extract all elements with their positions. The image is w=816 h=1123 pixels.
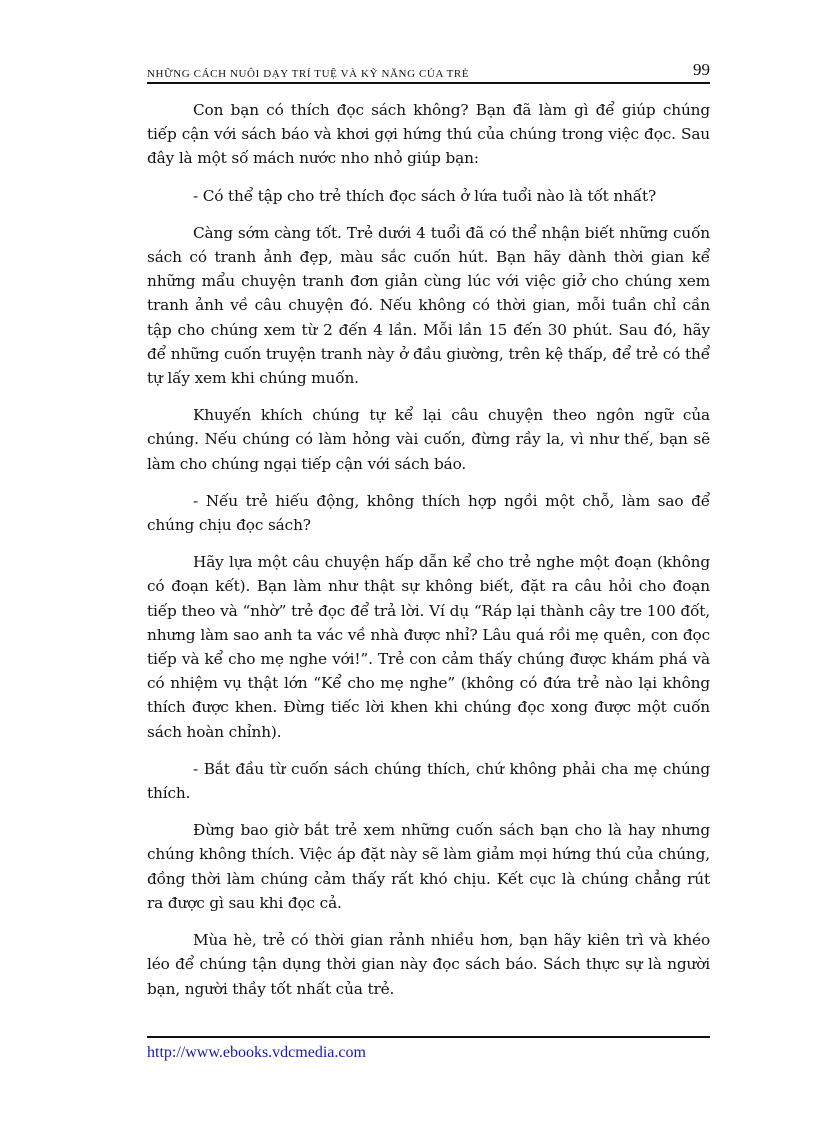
running-title: NHỮNG CÁCH NUÔI DẠY TRÍ TUỆ VÀ KỸ NĂNG CỦA TRẺ [147, 68, 470, 80]
paragraph-answer-active: Hãy lựa một câu chuyện hấp dẫn kể cho trẻ nghe một đoạn (không có đoạn kết). Bạn làm như thật sự không biết, đặt ra câu hỏi cho đoạn tiếp theo và “nhờ” trẻ đọc để trả lời. Ví dụ “Ráp lại thành cây tre 100 đốt, nhưng làm sao anh ta vác về nhà được nhỉ? Lâu quá rồi mẹ quên, con đọc tiếp và kể cho mẹ nghe với!”. Trẻ con cảm thấy chúng được khám phá và có nhiệm vụ thật lớn “Kể cho mẹ nghe” (không có đứa trẻ nào lại không thích được khen. Đừng tiếc lời khen khi chúng đọc xong được một cuốn sách hoàn chỉnh). [147, 553, 710, 741]
page-footer [147, 1036, 710, 1062]
page-body [147, 98, 710, 1014]
paragraph-no-forcing: Đừng bao giờ bắt trẻ xem những cuốn sách bạn cho là hay nhưng chúng không thích. Việc áp đặt này sẽ làm giảm mọi hứng thú của chúng, đồng thời làm chúng cảm thấy rất khó chịu. Kết cục là chúng chẳng rút ra được gì sau khi đọc cả. [147, 821, 710, 912]
paragraph-summer: Mùa hè, trẻ có thời gian rảnh nhiều hơn, bạn hãy kiên trì và khéo léo để chúng tận dụng thời gian này đọc sách báo. Sách thực sự là người bạn, người thầy tốt nhất của trẻ. [147, 931, 710, 998]
paragraph-intro: Con bạn có thích đọc sách không? Bạn đã làm gì để giúp chúng tiếp cận với sách báo và khơi gợi hứng thú của chúng trong việc đọc. Sau đây là một số mách nước nho nhỏ giúp bạn: [147, 101, 710, 168]
question-age: - Có thể tập cho trẻ thích đọc sách ở lứa tuổi nào là tốt nhất? [193, 186, 657, 205]
tip-favorite-books: - Bắt đầu từ cuốn sách chúng thích, chứ không phải cha mẹ chúng thích. [147, 759, 710, 803]
question-active-child: - Nếu trẻ hiếu động, không thích hợp ngồi một chỗ, làm sao để chúng chịu đọc sách? [147, 491, 710, 535]
footer-link[interactable]: http://www.ebooks.vdcmedia.com [147, 1044, 366, 1061]
page-number: 99 [693, 60, 710, 79]
page-header [147, 58, 710, 84]
paragraph-answer-age: Càng sớm càng tốt. Trẻ dưới 4 tuổi đã có thể nhận biết những cuốn sách có tranh ảnh đẹp, màu sắc cuốn hút. Bạn hãy dành thời gian kể những mẩu chuyện tranh đơn giản cùng lúc với việc giở cho chúng xem tranh ảnh về câu chuyện đó. Nếu không có thời gian, mỗi tuần chỉ cần tập cho chúng xem từ 2 đến 4 lần. Mỗi lần 15 đến 30 phút. Sau đó, hãy để những cuốn truyện tranh này ở đầu giường, trên kệ thấp, để trẻ có thể tự lấy xem khi chúng muốn. [147, 223, 710, 388]
paragraph-encourage: Khuyến khích chúng tự kể lại câu chuyện theo ngôn ngữ của chúng. Nếu chúng có làm hỏng vài cuốn, đừng rầy la, vì như thế, bạn sẽ làm cho chúng ngại tiếp cận với sách báo. [147, 406, 710, 473]
